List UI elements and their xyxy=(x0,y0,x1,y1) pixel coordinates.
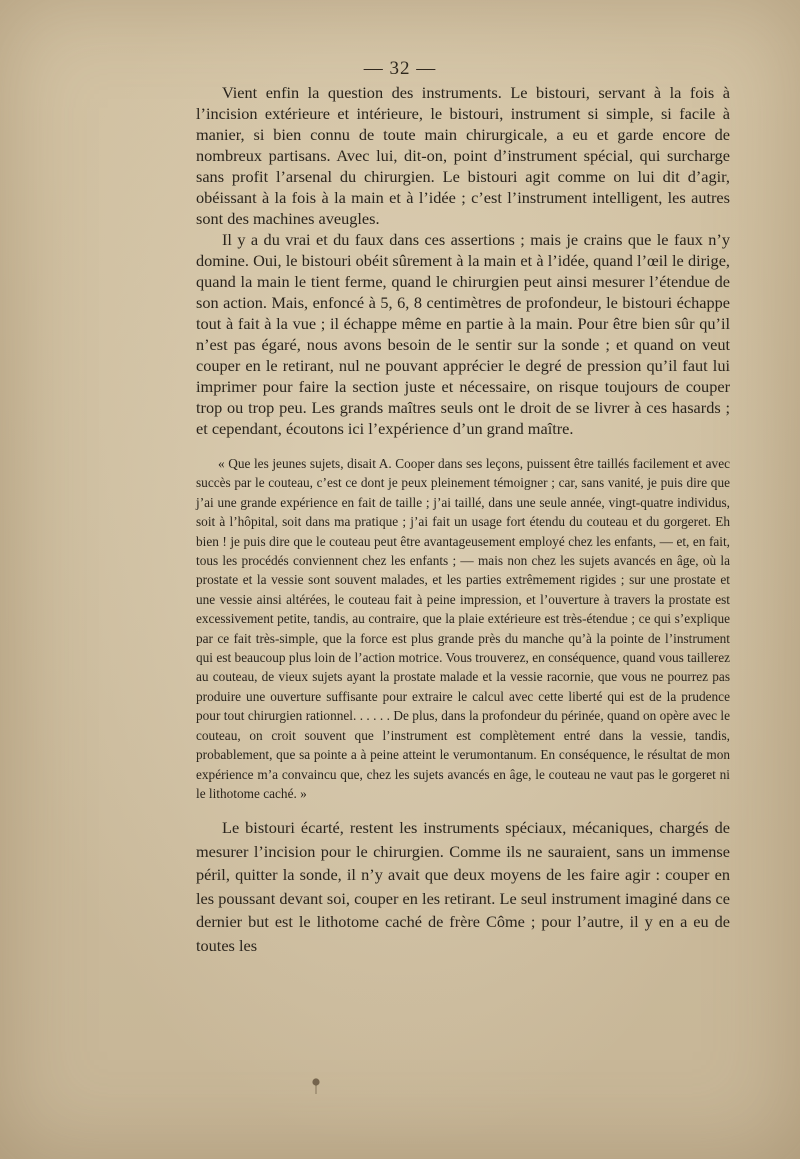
paragraph-closing: Le bistouri écarté, restent les instruments spéciaux, mécaniques, chargés de mesurer l’incision pour le chirurgien. Comme ils ne sauraient, sans un immense péril, quitter la sonde, il n’y avait que deux moyens de les faire agir : couper en les poussant devant soi, couper en les retirant. Le seul instrument imaginé dans ce dernier but est le lithotome caché de frère Côme ; pour l’autre, il y en a eu de toutes les xyxy=(196,818,730,955)
paragraph-instruments: Vient enfin la question des instruments. Le bistouri, servant à la fois à l’incision extérieure et intérieure, le bistouri, instrument si simple, si facile à manier, si bien connu de toute main chirurgicale, a eu et garde encore de nombreux partisans. Avec lui, dit-on, point d’instrument spécial, qui surcharge sans profit l’arsenal du chirurgien. Le bistouri agit comme on lui dit d’agir, obéissant à la fois à la main et à l’idée ; c’est l’instrument intelligent, les autres sont des machines aveugles. xyxy=(196,83,730,228)
printer-ornament xyxy=(310,1076,322,1101)
ornament-mark xyxy=(310,1076,322,1096)
main-text-block xyxy=(196,82,730,957)
page-number: — 32 — xyxy=(363,58,437,79)
cooper-quotation: « Que les jeunes sujets, disait A. Cooper dans ses leçons, puissent être taillés facilement et avec succès par le couteau, c’est ce dont je peux pleinement témoigner ; car, sans vanité, je puis dire que j’ai une grande expérience en fait de taille ; j’ai taillé, dans une seule année, vingt-quatre individus, soit à l’hôpital, soit dans ma pratique ; j’ai fait un usage fort étendu du couteau et du gorgeret. Eh bien ! je puis dire que le couteau peut être avantageusement employé chez les enfants, — et, en fait, tous les procédés conviennent chez les enfants ; — mais non chez les sujets avancés en âge, où la prostate et la vessie sont souvent malades, et les parties extrêmement rigides ; sur une prostate et une vessie ainsi altérées, le couteau fait à peine impression, et l’ouverture à travers la prostate est excessivement petite, tandis, au contraire, que la plaie extérieure est très-étendue ; ce qui s’explique par ce fait très-simple, que la force est plus grande près du manche qu’à la pointe de l’instrument qui est beaucoup plus loin de l’action motrice. Vous trouverez, en conséquence, quand vous taillerez au couteau, de vieux sujets ayant la prostate malade et la vessie racornie, que vous ne pourrez pas produire une ouverture suffisante pour extraire le calcul avec cette liberté qui est de la prudence pour tout chirurgien rationnel. . . . . . De plus, dans la profondeur du périnée, quand on opère avec le couteau, on croit souvent que l’instrument est complètement entré dans la vessie, tandis, probablement, que sa pointe a à peine atteint le verumontanum. En conséquence, le résultat de mon expérience m’a convaincu que, chez les sujets avancés en âge, le couteau ne vaut pas le gorgeret ni le lithotome caché. » xyxy=(196,456,730,801)
paragraph-assertions: Il y a du vrai et du faux dans ces assertions ; mais je crains que le faux n’y domine. Oui, le bistouri obéit sûrement à la main et à l’idée, quand l’œil le dirige, quand la main le tient ferme, quand le chirurgien peut ainsi mesurer l’étendue de son action. Mais, enfoncé à 5, 6, 8 centimètres de profondeur, le bistouri échappe tout à fait à la vue ; il échappe même en partie à la main. Pour être bien sûr qu’il n’est pas égaré, nous avons besoin de le sentir sur la sonde ; et quand on veut couper en le retirant, nul ne pouvant apprécier le degré de pression qu’il faut lui imprimer pour faire la section juste et nécessaire, on risque toujours de couper trop ou trop peu. Les grands maîtres seuls ont le droit de se livrer à ces hasards ; et cependant, écoutons ici l’expérience d’un grand maître. xyxy=(196,230,730,438)
